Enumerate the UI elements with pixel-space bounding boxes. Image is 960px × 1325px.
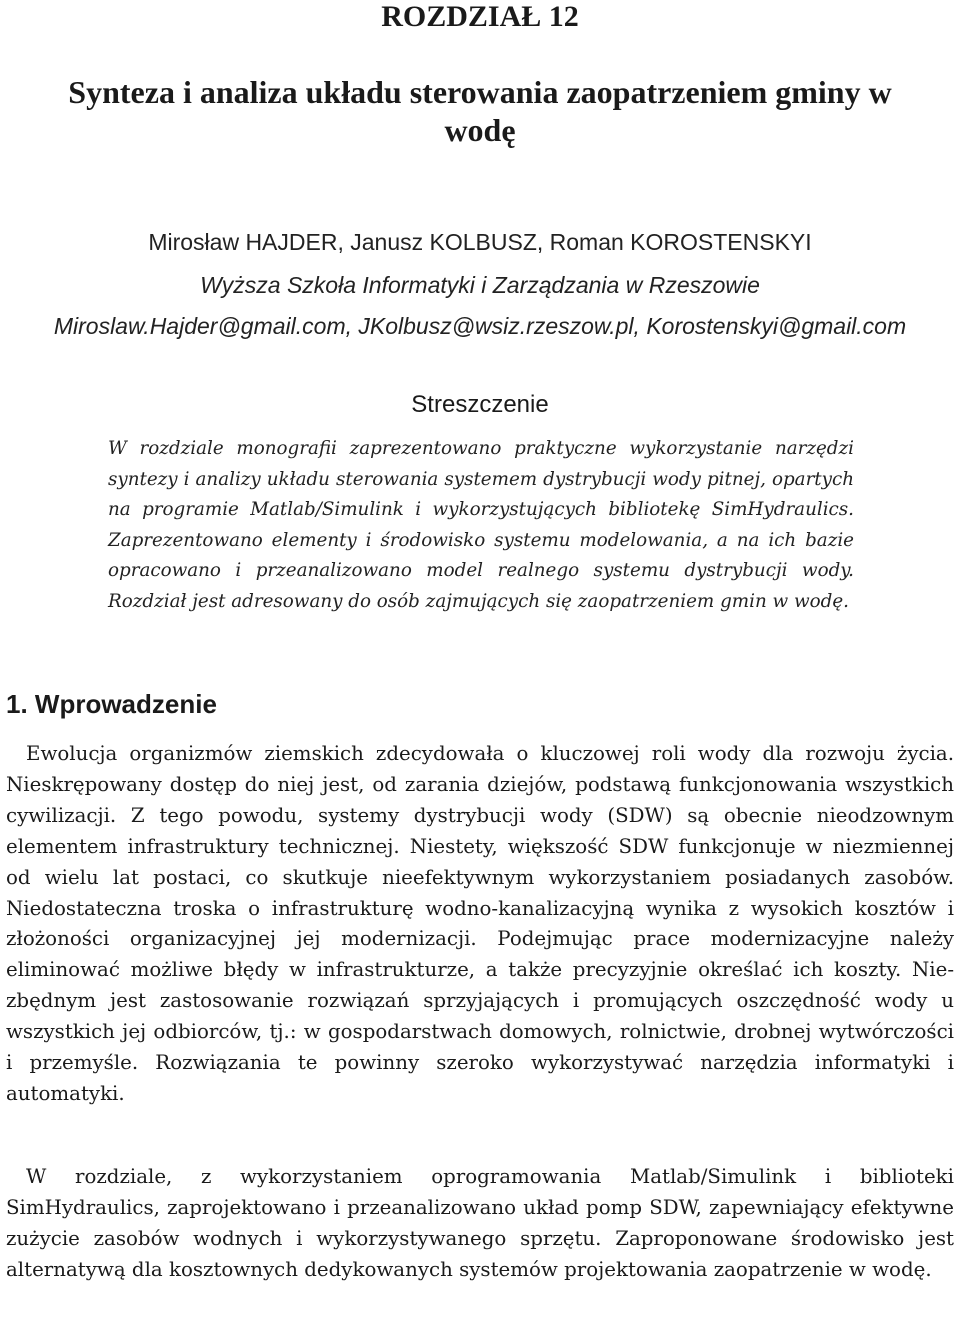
authors: Mirosław HAJDER, Janusz KOLBUSZ, Roman KOROSTENSKYI	[148, 229, 812, 255]
affiliation: Wyższa Szkoła Informatyki i Zarządzania w Rzeszowie	[200, 272, 760, 298]
section-heading: 1. Wprowadzenie	[6, 689, 217, 719]
author-emails: Miroslaw.Hajder@gmail.com, JKolbusz@wsiz.rzeszow.pl, Korostenskyi@gmail.com	[53, 313, 907, 339]
abstract-heading: Streszczenie	[411, 391, 549, 418]
body-paragraph: Ewolucja organizmów ziemskich zdecydowała o kluczowej roli wody dla rozwoju życia. Nieskrępowany dostęp do niej jest, od zarania dziejów, podstawą funkcjonowania wszystkich cywilizacji. Z tego powodu, systemy dystrybucji wody (SDW) są obecnie nieodzownym elementem infrastruktury technicznej. Niestety, większość SDW funkcjonuje w niezmiennej od wielu lat postaci, co skutkuje nieefektywnym wykorzystaniem posiadanych zasobów. Niedostateczna troska o infrastrukturę wodno-kanalizacyjną wynika z wysokich kosztów i złożoności organizacyjnej jej modernizacji. Podejmując prace modernizacyjne należy eliminować możliwe błędy w infrastrukturze, a także precyzyjnie określać ich koszty. Niezbędnym jest zastosowanie rozwiązań sprzyjających i promujących oszczędność wody u wszystkich jej odbiorców, tj.: w gospodarstwach domowych, rolnictwie, drobnej wytwórczości i przemyśle. Rozwiązania te powinny szeroko wykorzystywać narzędzia informatyki i automatyki.	[6, 742, 954, 1105]
abstract-text: W rozdziale monografii zaprezentowano praktyczne wykorzystanie narzędzi syntezy i analizy układu sterowania systemem dystrybucji wody pitnej, opartych na programie Matlab/Simulink i wykorzystujących bibliotekę SimHydraulics. Zaprezentowano elementy i środowisko systemu modelowania, a na ich bazie opracowano i przeanalizowano model realnego systemu dystrybucji wody. Rozdział jest adresowany do osób zajmujących się zaopatrzeniem gmin w wodę.	[108, 438, 854, 612]
body-paragraph: W rozdziale, z wykorzystaniem oprogramowania Matlab/Simulink i biblioteki SimHydraulics, zaprojektowano i przeanalizowano układ pomp SDW, zapewniający efektywne zużycie zasobów wodnych i wykorzystywanego sprzętu. Zaproponowane środowisko jest alternatywą dla kosztownych dedykowanych systemów projektowania zaopatrzenie w wodę.	[6, 1165, 954, 1281]
chapter-number: ROZDZIAŁ 12	[381, 0, 579, 33]
chapter-title: Synteza i analiza układu sterowania zaopatrzeniem gminy w wodę	[68, 74, 892, 148]
